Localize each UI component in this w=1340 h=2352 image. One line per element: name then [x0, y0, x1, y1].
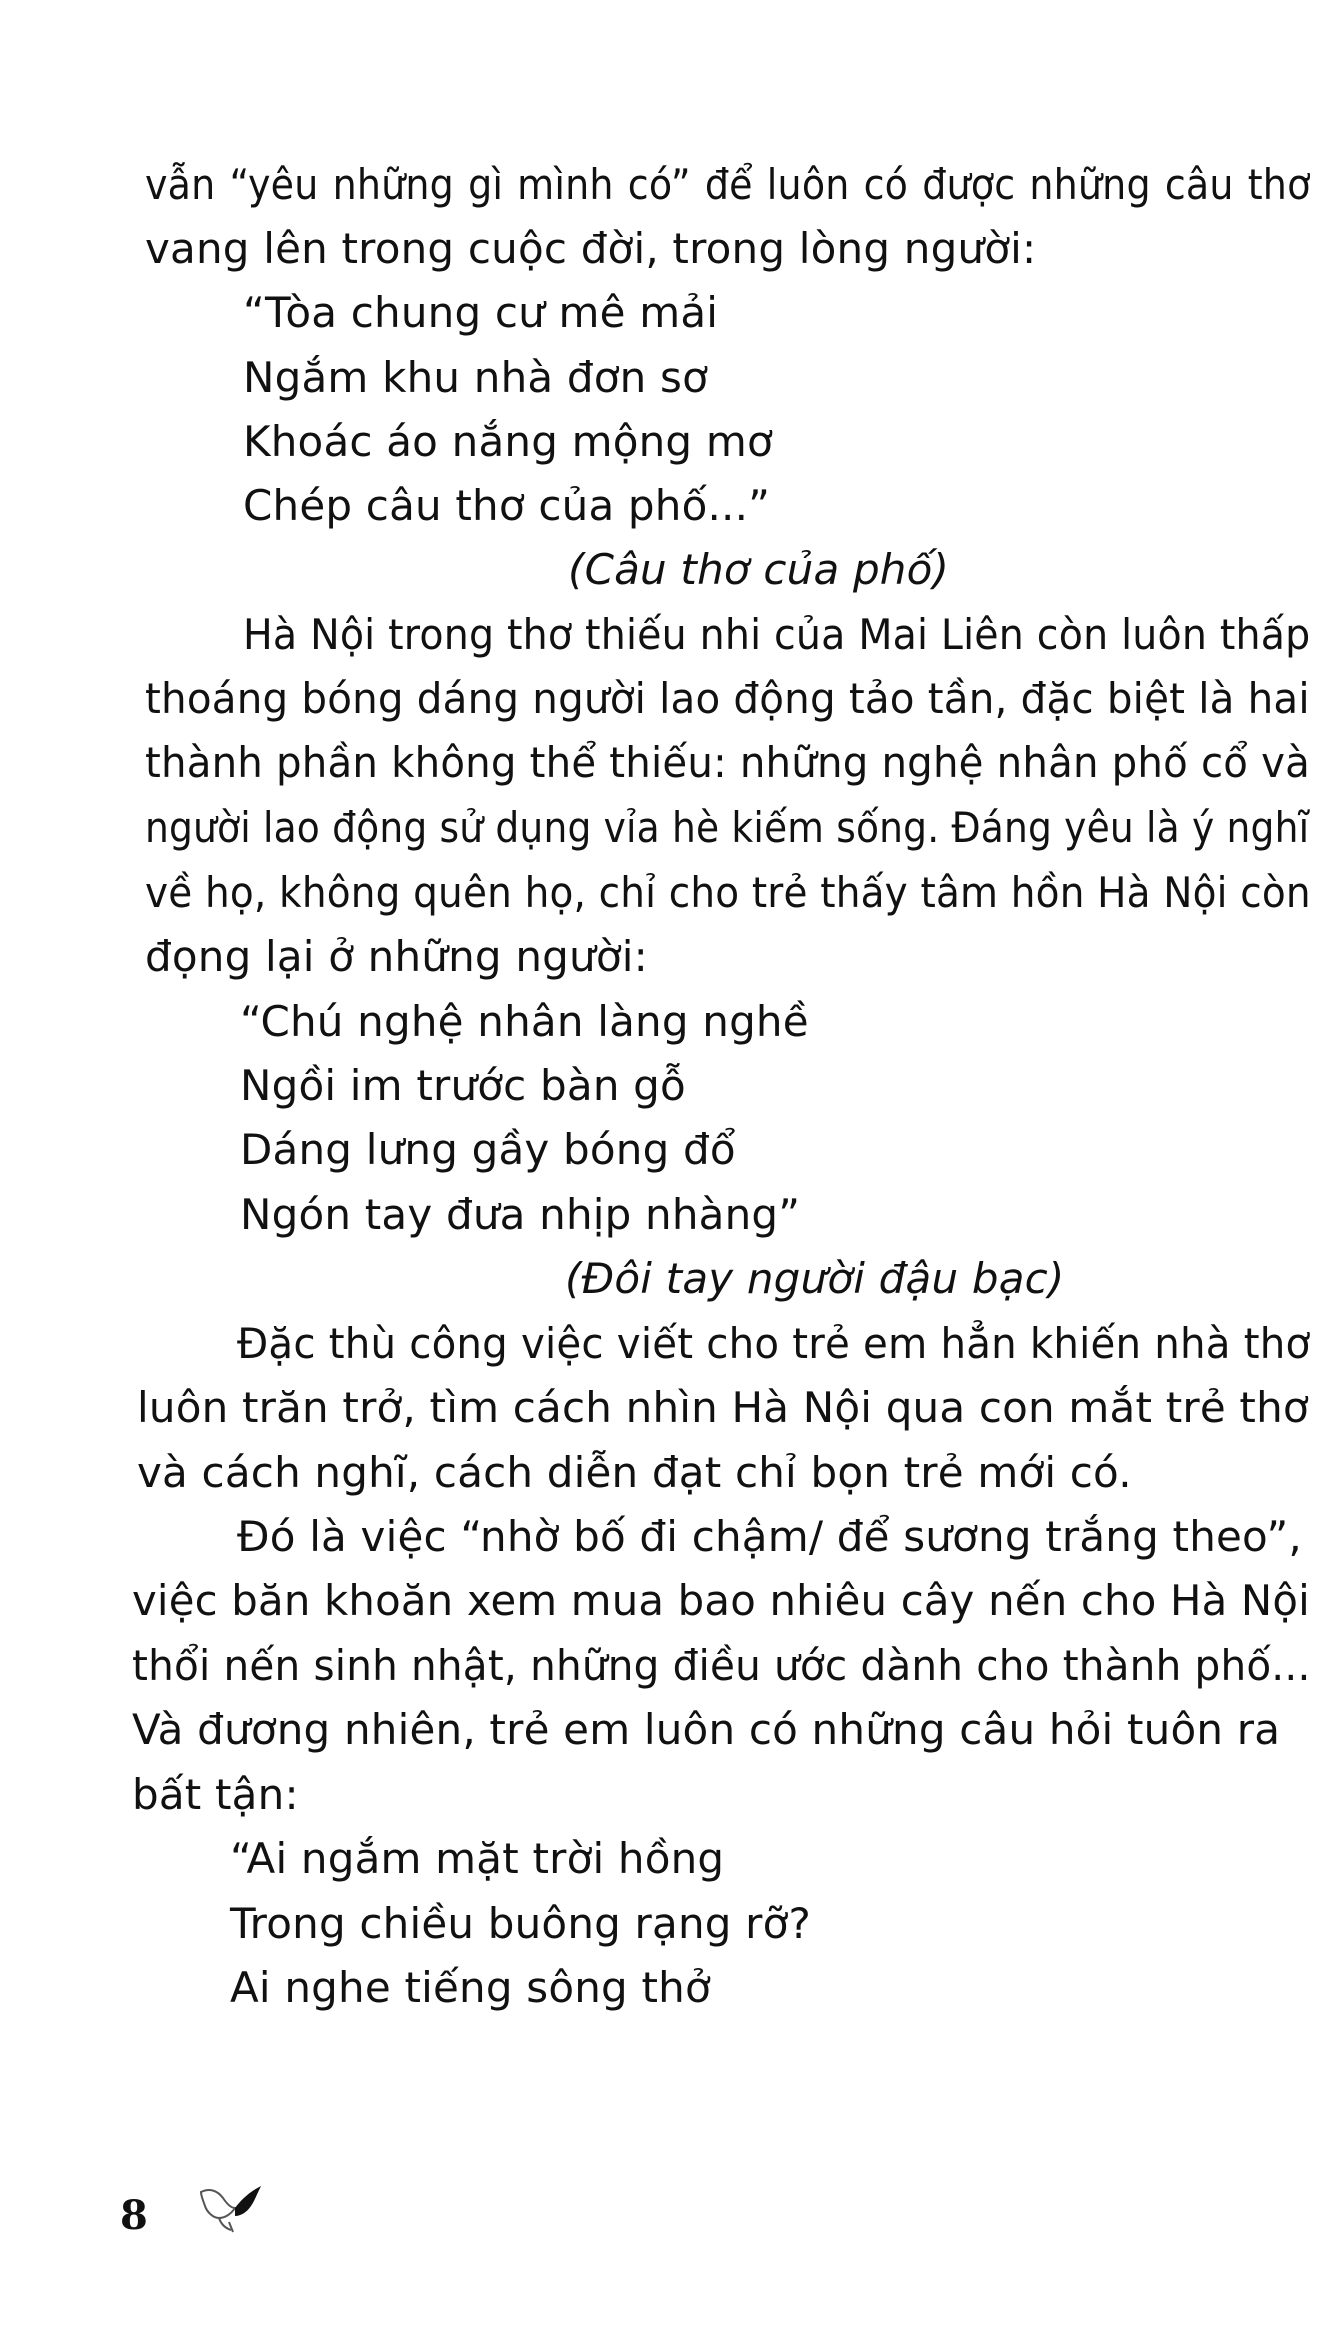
text-line: việc băn khoăn xem mua bao nhiêu cây nến cho Hà Nội [132, 1576, 1310, 1625]
text-line: Đặc thù công việc viết cho trẻ em hẳn khiến nhà thơ [237, 1319, 1311, 1368]
poem-line: Ngồi im trước bàn gỗ [240, 1061, 686, 1110]
dove-icon [195, 2178, 275, 2238]
text-line: luôn trăn trở, tìm cách nhìn Hà Nội qua con mắt trẻ thơ [137, 1383, 1309, 1432]
text-line: Hà Nội trong thơ thiếu nhi của Mai Liên còn luôn thấp [243, 610, 1311, 659]
text-line: bất tận: [132, 1770, 299, 1819]
poem-line: Ngắm khu nhà đơn sơ [243, 353, 709, 402]
text-line: người lao động sử dụng vỉa hè kiếm sống. Đáng yêu là ý nghĩ [145, 803, 1310, 852]
text-line: thành phần không thể thiếu: những nghệ nhân phố cổ và [145, 738, 1311, 787]
poem-line: Chép câu thơ của phố...” [243, 481, 771, 530]
poem-line: Ai nghe tiếng sông thở [230, 1963, 711, 2012]
text-line: vẫn “yêu những gì mình có” để luôn có được những câu thơ [145, 160, 1311, 209]
text-line: đọng lại ở những người: [145, 932, 648, 981]
text-line: về họ, không quên họ, chỉ cho trẻ thấy tâm hồn Hà Nội còn [145, 868, 1311, 917]
poem-line: “Ai ngắm mặt trời hồng [230, 1834, 725, 1883]
text-line: và cách nghĩ, cách diễn đạt chỉ bọn trẻ mới có. [137, 1448, 1132, 1497]
poem-line: Ngón tay đưa nhịp nhàng” [240, 1190, 801, 1239]
text-line: Đó là việc “nhờ bố đi chậm/ để sương trắng theo”, [237, 1512, 1302, 1561]
page-number: 8 [120, 2192, 148, 2239]
poem-line: “Tòa chung cư mê mải [243, 288, 719, 337]
text-line: vang lên trong cuộc đời, trong lòng người: [145, 224, 1037, 273]
poem-line: “Chú nghệ nhân làng nghề [240, 997, 809, 1046]
poem-line: Dáng lưng gầy bóng đổ [240, 1125, 736, 1174]
poem-line: Trong chiều buông rạng rỡ? [230, 1899, 812, 1948]
text-line: thoáng bóng dáng người lao động tảo tần, đặc biệt là hai [145, 674, 1310, 723]
poem-line: Khoác áo nắng mộng mơ [243, 417, 773, 466]
text-line: Và đương nhiên, trẻ em luôn có những câu hỏi tuôn ra [132, 1705, 1281, 1754]
poem-citation: (Câu thơ của phố) [568, 545, 950, 594]
text-line: thổi nến sinh nhật, những điều ước dành cho thành phố... [132, 1641, 1311, 1690]
poem-citation: (Đôi tay người đậu bạc) [565, 1254, 1065, 1303]
